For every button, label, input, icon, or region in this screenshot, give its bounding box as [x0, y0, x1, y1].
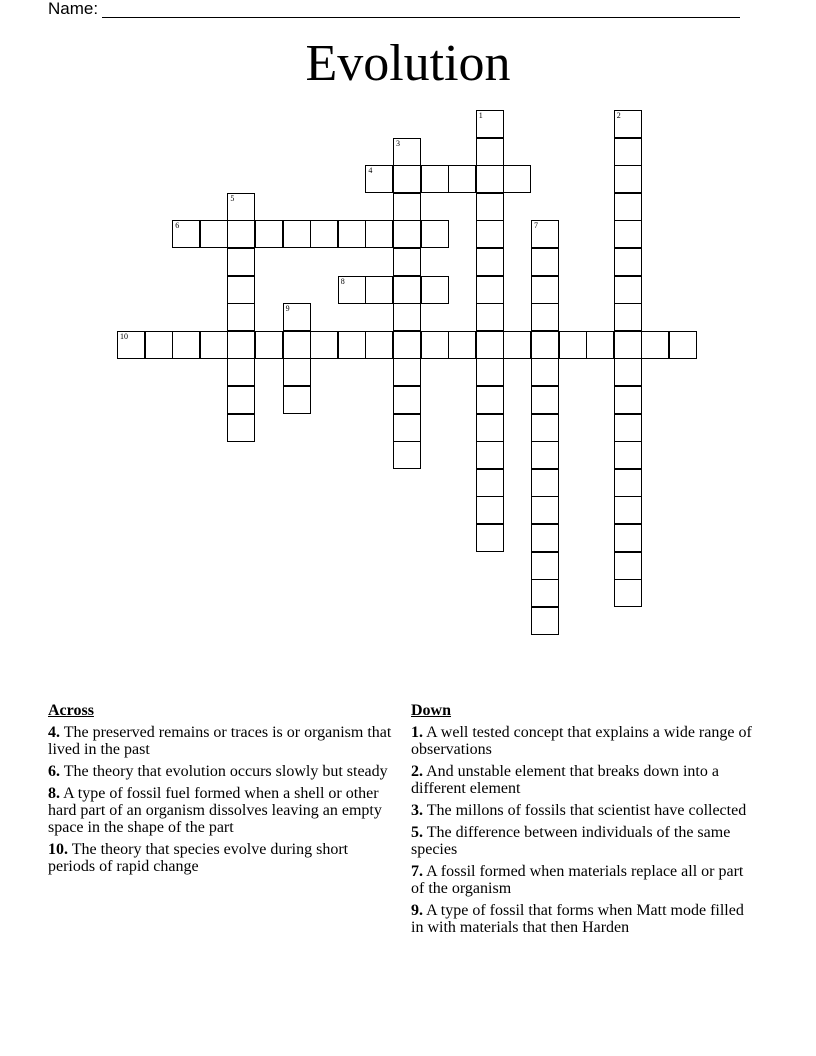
crossword-cell[interactable]: [310, 331, 338, 359]
crossword-cell[interactable]: [531, 579, 559, 607]
clue-down-9: 9. A type of fossil that forms when Matt mode filled in with materials that then Harden: [411, 902, 744, 936]
crossword-cell[interactable]: [310, 220, 338, 248]
crossword-cell[interactable]: [476, 220, 504, 248]
crossword-cell[interactable]: [531, 331, 559, 359]
crossword-cell[interactable]: [421, 165, 449, 193]
crossword-cell[interactable]: [476, 276, 504, 304]
crossword-cell[interactable]: [172, 220, 200, 248]
crossword-cell[interactable]: [255, 331, 283, 359]
clue-across-6: 6. The theory that evolution occurs slowly but steady: [48, 763, 388, 780]
crossword-cell[interactable]: [227, 248, 255, 276]
clue-number: 2: [616, 111, 621, 120]
crossword-cell[interactable]: [227, 386, 255, 414]
crossword-cell[interactable]: [117, 331, 145, 359]
clue-across-4: 4. The preserved remains or traces is or organism that lived in the past: [48, 724, 392, 758]
crossword-cell[interactable]: [200, 220, 228, 248]
crossword-cell[interactable]: [476, 248, 504, 276]
across-clues: [48, 702, 396, 880]
crossword-cell[interactable]: [476, 358, 504, 386]
crossword-cell[interactable]: [531, 303, 559, 331]
crossword-cell[interactable]: [393, 358, 421, 386]
crossword-cell[interactable]: [614, 358, 642, 386]
page-title: Evolution: [305, 35, 511, 92]
crossword-cell[interactable]: [227, 331, 255, 359]
clue-number: 5: [230, 193, 235, 203]
crossword-cell[interactable]: [531, 386, 559, 414]
clue-down-7: 7. A fossil formed when materials replace all or part of the organism: [411, 863, 744, 897]
clue-across-10: 10. The theory that species evolve during short periods of rapid change: [48, 841, 349, 875]
crossword-cell[interactable]: [531, 248, 559, 276]
crossword-cell[interactable]: [421, 276, 449, 304]
crossword-cell[interactable]: [227, 276, 255, 304]
crossword-cell[interactable]: [559, 331, 587, 359]
crossword-cell[interactable]: [614, 165, 642, 193]
crossword-cell[interactable]: [614, 524, 642, 552]
crossword-cell[interactable]: [421, 220, 449, 248]
crossword-cell[interactable]: [503, 331, 531, 359]
clue-number: 1: [478, 111, 483, 120]
crossword-cell[interactable]: [338, 331, 366, 359]
crossword-cell[interactable]: [476, 165, 504, 193]
crossword-cell[interactable]: [531, 358, 559, 386]
crossword-cell[interactable]: [227, 303, 255, 331]
down-clues: [411, 702, 759, 941]
crossword-cell[interactable]: [531, 469, 559, 497]
crossword-cell[interactable]: [283, 303, 311, 331]
crossword-cell[interactable]: [283, 331, 311, 359]
crossword-cell[interactable]: [531, 220, 559, 248]
crossword-cell[interactable]: [365, 165, 393, 193]
crossword-cell[interactable]: [614, 441, 642, 469]
crossword-cell[interactable]: [200, 331, 228, 359]
crossword-cell[interactable]: [531, 414, 559, 442]
crossword-cell[interactable]: [614, 579, 642, 607]
crossword-cell[interactable]: [393, 414, 421, 442]
crossword-cell[interactable]: [531, 524, 559, 552]
clue-number: 8: [340, 276, 345, 286]
crossword-cell[interactable]: [227, 414, 255, 442]
crossword-cell[interactable]: [614, 552, 642, 580]
crossword-cell[interactable]: [614, 496, 642, 524]
crossword-cell[interactable]: [393, 303, 421, 331]
crossword-cell[interactable]: [227, 193, 255, 221]
crossword-cell[interactable]: [614, 386, 642, 414]
crossword-cell[interactable]: [503, 165, 531, 193]
crossword-cell[interactable]: [283, 358, 311, 386]
crossword-cell[interactable]: [476, 331, 504, 359]
crossword-cell[interactable]: [531, 276, 559, 304]
crossword-cell[interactable]: [448, 165, 476, 193]
crossword-cell[interactable]: [476, 524, 504, 552]
across-heading: Across: [48, 702, 94, 719]
crossword-cell[interactable]: [614, 220, 642, 248]
crossword-cell[interactable]: [393, 276, 421, 304]
crossword-cell[interactable]: [476, 386, 504, 414]
crossword-cell[interactable]: [476, 496, 504, 524]
crossword-cell[interactable]: [531, 552, 559, 580]
crossword-cell[interactable]: [365, 276, 393, 304]
crossword-cell[interactable]: [448, 331, 476, 359]
clue-down-1: 1. A well tested concept that explains a wide range of observations: [411, 724, 752, 758]
crossword-cell[interactable]: [476, 441, 504, 469]
clue-number: 6: [175, 221, 180, 231]
crossword-cell[interactable]: [255, 220, 283, 248]
crossword-cell[interactable]: [531, 607, 559, 635]
clue-number: 7: [534, 221, 538, 231]
crossword-cell[interactable]: [338, 220, 366, 248]
crossword-cell[interactable]: [172, 331, 200, 359]
crossword-cell[interactable]: [283, 220, 311, 248]
crossword-cell[interactable]: [614, 276, 642, 304]
crossword-cell[interactable]: [531, 496, 559, 524]
crossword-cell[interactable]: [227, 220, 255, 248]
crossword-cell[interactable]: [531, 441, 559, 469]
clue-number: 3: [396, 138, 400, 148]
crossword-cell[interactable]: [393, 138, 421, 166]
crossword-cell[interactable]: [145, 331, 173, 359]
crossword-cell[interactable]: [338, 276, 366, 304]
name-label: Name:: [48, 0, 99, 18]
crossword-cell[interactable]: [614, 414, 642, 442]
clue-down-2: 2. And unstable element that breaks down into a different element: [411, 763, 719, 797]
crossword-cell[interactable]: [476, 303, 504, 331]
crossword-cell[interactable]: [393, 386, 421, 414]
crossword-cell[interactable]: [476, 414, 504, 442]
clue-number: 9: [285, 304, 290, 314]
crossword-cell[interactable]: [393, 331, 421, 359]
crossword-cell[interactable]: [227, 358, 255, 386]
crossword-cell[interactable]: [476, 138, 504, 166]
crossword-cell[interactable]: [393, 441, 421, 469]
crossword-cell[interactable]: [393, 165, 421, 193]
down-heading: Down: [411, 702, 452, 719]
crossword-cell[interactable]: [393, 220, 421, 248]
crossword-cell[interactable]: [476, 110, 504, 138]
clue-down-3: 3. The millons of fossils that scientist have collected: [411, 802, 747, 819]
crossword-cell[interactable]: [393, 248, 421, 276]
crossword-cell[interactable]: [641, 331, 669, 359]
crossword-cell[interactable]: [614, 110, 642, 138]
crossword-cell[interactable]: [421, 331, 449, 359]
crossword-cell[interactable]: [586, 331, 614, 359]
clue-number: 10: [120, 331, 128, 341]
crossword-cell[interactable]: [365, 331, 393, 359]
crossword-cell[interactable]: [614, 138, 642, 166]
crossword-cell[interactable]: [476, 469, 504, 497]
crossword-cell[interactable]: [614, 248, 642, 276]
crossword-cell[interactable]: [393, 193, 421, 221]
crossword-cell[interactable]: [283, 386, 311, 414]
crossword-cell[interactable]: [669, 331, 697, 359]
clue-across-8: 8. A type of fossil fuel formed when a shell or other hard part of an organism dissolves leaving an empty space in the shape of the part: [48, 785, 382, 836]
crossword-cell[interactable]: [476, 193, 504, 221]
crossword-cell[interactable]: [614, 303, 642, 331]
crossword-cell[interactable]: [614, 193, 642, 221]
clue-number: 4: [368, 166, 373, 176]
crossword-cell[interactable]: [365, 220, 393, 248]
crossword-cell[interactable]: [614, 469, 642, 497]
crossword-cell[interactable]: [614, 331, 642, 359]
clue-down-5: 5. The difference between individuals of the same species: [411, 824, 731, 858]
